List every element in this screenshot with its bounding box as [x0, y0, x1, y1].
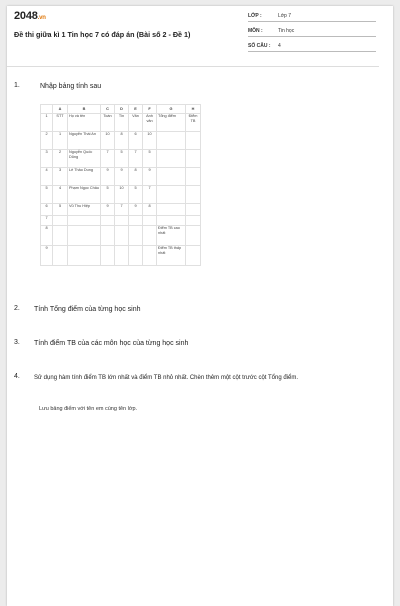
- question-2: [14, 305, 364, 315]
- sheet-row: [41, 226, 201, 246]
- site-logo[interactable]: [14, 10, 46, 22]
- question-1-number: 1.: [14, 82, 20, 89]
- sheet-cell: 9: [115, 168, 129, 186]
- sheet-cell: [186, 226, 201, 246]
- sheet-cell: [157, 132, 186, 150]
- sheet-cell: [68, 216, 101, 226]
- sheet-row: [41, 168, 201, 186]
- meta-count-value: 4: [278, 42, 281, 49]
- sheet-cell: 9: [143, 168, 157, 186]
- sheet-cell: [186, 216, 201, 226]
- sheet-cell: Điểm TB cao nhất: [157, 226, 186, 246]
- sheet-cell: Lê Thảo Dung: [68, 168, 101, 186]
- sheet-cell: 5: [129, 186, 143, 204]
- sheet-cell: [157, 216, 186, 226]
- sheet-cell: 5: [143, 150, 157, 168]
- sheet-cell: [101, 216, 115, 226]
- sheet-cell: [101, 246, 115, 266]
- sheet-cell: Anh văn: [143, 114, 157, 132]
- sheet-cell: [157, 186, 186, 204]
- sheet-cell: [157, 168, 186, 186]
- sheet-cell: 4: [53, 186, 68, 204]
- sheet-cell: [53, 246, 68, 266]
- sheet-cell: 7: [101, 150, 115, 168]
- sheet-cell: 1: [53, 132, 68, 150]
- sheet-cell: Tin: [115, 114, 129, 132]
- sheet-cell: Phạm Ngọc Châu: [68, 186, 101, 204]
- sheet-cell: 3: [53, 168, 68, 186]
- sheet-row-number: 7: [41, 216, 53, 226]
- meta-class: [248, 10, 376, 22]
- sheet-cell: Điểm TB thấp nhất: [157, 246, 186, 266]
- sheet-row-number: 1: [41, 114, 53, 132]
- sheet-cell: [129, 216, 143, 226]
- sheet-col-a: A: [53, 105, 68, 114]
- meta-subject-value: Tin học: [278, 27, 295, 34]
- sheet-cell: STT: [53, 114, 68, 132]
- sheet-cell: 9: [101, 204, 115, 216]
- sheet-cell: Tổng điểm: [157, 114, 186, 132]
- sheet-cell: 5: [115, 150, 129, 168]
- sheet-cell: [143, 226, 157, 246]
- save-note: Lưu bảng điểm với tên em cùng tên lớp.: [39, 406, 138, 412]
- question-1: [14, 82, 370, 92]
- sheet-cell: 7: [129, 150, 143, 168]
- sheet-cell: 5: [101, 186, 115, 204]
- exam-title: Đề thi giữa kì 1 Tin học 7 có đáp án (Bài số 2 - Đề 1): [14, 30, 191, 39]
- sheet-column-header-row: [41, 105, 201, 114]
- question-2-text: Tính Tổng điểm của từng học sinh: [34, 306, 141, 313]
- sheet-cell: 7: [115, 204, 129, 216]
- logo-text: 2048: [14, 10, 38, 22]
- sheet-cell: [115, 216, 129, 226]
- sheet-row-number: 8: [41, 226, 53, 246]
- sheet-col-f: F: [143, 105, 157, 114]
- sheet-row: [41, 114, 201, 132]
- sheet-row-number: 9: [41, 246, 53, 266]
- question-4-number: 4.: [14, 373, 20, 380]
- exam-meta: [248, 10, 376, 55]
- question-3-number: 3.: [14, 339, 20, 346]
- sheet-col-c: C: [101, 105, 115, 114]
- sheet-corner: [41, 105, 53, 114]
- meta-subject: [248, 25, 376, 37]
- meta-class-value: Lớp 7: [278, 12, 292, 19]
- question-1-text: Nhập bảng tính sau: [40, 83, 102, 90]
- sheet-row-number: 3: [41, 150, 53, 168]
- sheet-cell: 8: [129, 168, 143, 186]
- sheet-cell: Điểm TB: [186, 114, 201, 132]
- sheet-cell: 10: [115, 186, 129, 204]
- sheet-cell: [115, 226, 129, 246]
- sheet-cell: Nguyễn Thái An: [68, 132, 101, 150]
- sheet-row-number: 2: [41, 132, 53, 150]
- sheet-cell: [115, 246, 129, 266]
- question-4: [14, 373, 364, 383]
- sheet-col-e: E: [129, 105, 143, 114]
- sheet-cell: [53, 216, 68, 226]
- sheet-cell: 10: [143, 132, 157, 150]
- sheet-cell: 5: [53, 204, 68, 216]
- sheet-row: [41, 132, 201, 150]
- meta-class-key: LỚP :: [248, 12, 262, 19]
- sheet-cell: [101, 226, 115, 246]
- sheet-cell: Vũ Thu Hiệp: [68, 204, 101, 216]
- sheet-cell: 9: [101, 168, 115, 186]
- sheet-row-number: 6: [41, 204, 53, 216]
- sheet-row: [41, 150, 201, 168]
- sheet-cell: Họ và tên: [68, 114, 101, 132]
- sheet-row: [41, 204, 201, 216]
- sheet-cell: Văn: [129, 114, 143, 132]
- sheet-cell: [68, 226, 101, 246]
- meta-count-key: SỐ CÂU :: [248, 42, 271, 49]
- sheet-col-b: B: [68, 105, 101, 114]
- sheet-cell: [186, 246, 201, 266]
- sheet-cell: 8: [143, 204, 157, 216]
- sheet-cell: 8: [115, 132, 129, 150]
- sheet-cell: [186, 150, 201, 168]
- question-2-number: 2.: [14, 305, 20, 312]
- sheet-cell: 9: [129, 204, 143, 216]
- question-3: [14, 339, 364, 349]
- spreadsheet-table: [40, 104, 201, 266]
- meta-count: [248, 40, 376, 52]
- header-divider: [7, 66, 379, 67]
- sheet-row: [41, 186, 201, 204]
- sheet-cell: [186, 168, 201, 186]
- sheet-cell: 7: [143, 186, 157, 204]
- sheet-row-number: 5: [41, 186, 53, 204]
- sheet-cell: [129, 226, 143, 246]
- sheet-cell: [157, 150, 186, 168]
- sheet-cell: [143, 246, 157, 266]
- question-3-text: Tính điểm TB của các môn học của từng học sinh: [34, 340, 189, 347]
- logo-domain: .vn: [37, 15, 46, 21]
- meta-subject-key: MÔN :: [248, 27, 263, 34]
- sheet-row: [41, 246, 201, 266]
- sheet-cell: [186, 204, 201, 216]
- sheet-col-d: D: [115, 105, 129, 114]
- sheet-cell: [157, 204, 186, 216]
- sheet-cell: [186, 132, 201, 150]
- sheet-row: [41, 216, 201, 226]
- sheet-cell: 10: [101, 132, 115, 150]
- sheet-cell: [143, 216, 157, 226]
- sheet-cell: 6: [129, 132, 143, 150]
- sheet-cell: Nguyễn Quốc Dũng: [68, 150, 101, 168]
- sheet-cell: [68, 246, 101, 266]
- sheet-col-h: H: [186, 105, 201, 114]
- sheet-cell: 2: [53, 150, 68, 168]
- sheet-cell: Toán: [101, 114, 115, 132]
- sheet-row-number: 4: [41, 168, 53, 186]
- question-4-text: Sử dụng hàm tính điểm TB lớn nhất và điểm TB nhỏ nhất. Chèn thêm một cột trước cột Tổng điểm.: [34, 375, 299, 381]
- sheet-cell: [53, 226, 68, 246]
- sheet-col-g: G: [157, 105, 186, 114]
- sheet-cell: [186, 186, 201, 204]
- sheet-cell: [129, 246, 143, 266]
